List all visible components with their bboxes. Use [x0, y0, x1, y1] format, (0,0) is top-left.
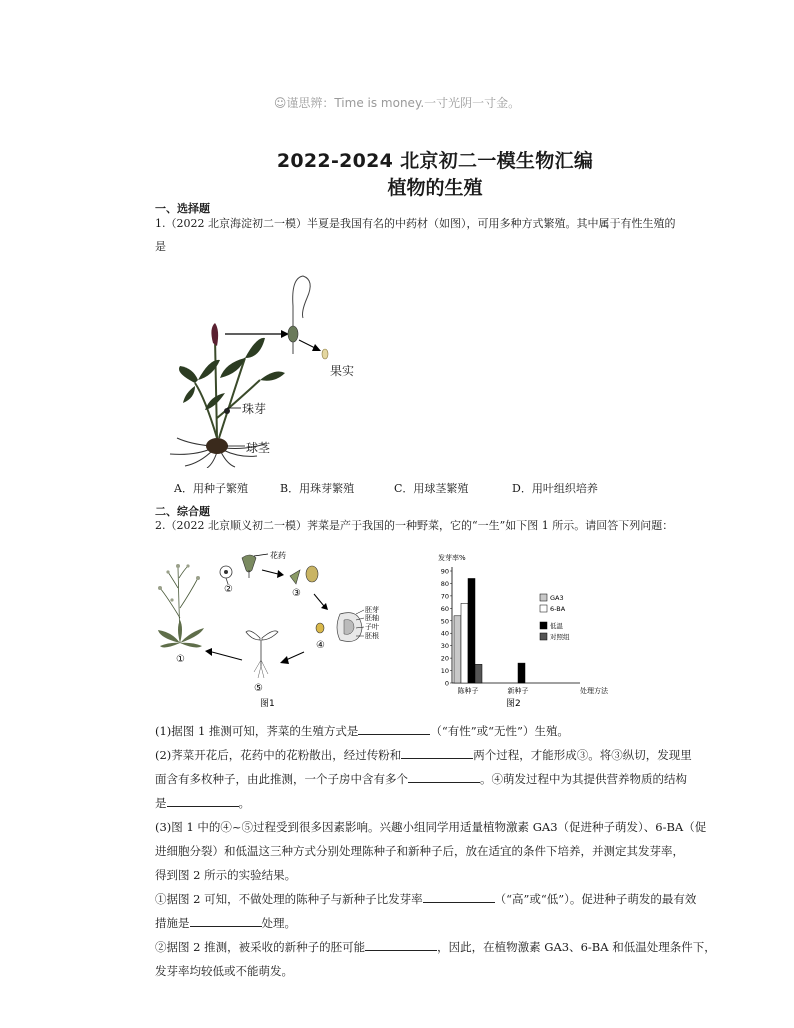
- q2-text-8b: （“高”或“低”）。促进种子萌发的最有效: [494, 892, 697, 906]
- stage-4-num: ④: [316, 640, 325, 651]
- page-title: 2022-2024 北京初二一模生物汇编: [276, 150, 594, 172]
- q2-text-10b: ，因此，在植物激素 GA3、6-BA 和低温处理条件下，: [437, 940, 716, 954]
- mature-plant-shape: [158, 564, 204, 647]
- q2-text-1b: （“有性”或“无性”）生殖。: [430, 724, 569, 738]
- label-corm: 球茎: [246, 441, 271, 455]
- fig1-caption: 图1: [260, 699, 275, 708]
- fig2-bar-chart: [430, 548, 630, 708]
- bar-0-3: [475, 664, 482, 683]
- x-axis-label: 处理方法: [580, 687, 608, 695]
- q2-text-1a: (1)据图 1 推测可知，荠菜的生殖方式是: [155, 724, 359, 738]
- q2-text-9b: 处理。: [261, 916, 296, 930]
- fig1-life-cycle: [150, 548, 390, 708]
- y-tick-label: 70: [440, 592, 449, 601]
- bar-0-1: [461, 603, 468, 683]
- q2-text-4a: 是: [155, 796, 167, 810]
- q1-option-d[interactable]: D．用叶组织培养: [512, 482, 598, 495]
- spathe-shape: [211, 323, 218, 346]
- q2-line-4: [155, 792, 250, 814]
- legend-swatch: [540, 622, 547, 629]
- q2-line-5: (3)图 1 中的④~⑤过程受到很多因素影响。兴趣小组同学用适量植物激素 GA3（促进种子萌发）、6-BA（促: [155, 820, 707, 834]
- q2-line-6: 进细胞分裂）和低温这三种方式分别处理陈种子和新种子后，放在适宜的条件下培养，并测定其发芽率，: [155, 844, 684, 858]
- label-radicle: 胚根: [365, 632, 379, 640]
- label-cotyledon: 子叶: [365, 623, 379, 631]
- flower-detail-shape: [242, 555, 256, 578]
- y-tick-label: 80: [440, 579, 449, 588]
- fruit-stage-shape: [290, 566, 318, 584]
- q2-line-3: [155, 768, 687, 790]
- fig2-caption: 图2: [506, 699, 521, 708]
- label-fruit: 果实: [330, 364, 355, 378]
- y-tick-label: 60: [440, 604, 449, 613]
- stage-3-num: ③: [292, 588, 301, 599]
- header-note: ☺谨思辨：Time is money.一寸光阴一寸金。: [273, 96, 521, 110]
- answer-blank-1[interactable]: [358, 722, 430, 735]
- seed-shape: [316, 623, 324, 633]
- answer-blank-3[interactable]: [408, 770, 480, 783]
- corm-shape: [206, 438, 228, 454]
- q2-line-9: [155, 912, 296, 934]
- q2-text-3b: 。④萌发过程中为其提供营养物质的结构: [480, 772, 687, 786]
- flower-shape: [220, 566, 232, 584]
- embryo-detail-shape: [337, 613, 362, 642]
- stage-2-num: ②: [224, 584, 233, 595]
- legend-swatch: [540, 605, 547, 612]
- q2-line-11: 发芽率均较低或不能萌发。: [155, 964, 293, 978]
- q1-option-c[interactable]: C．用球茎繁殖: [394, 482, 469, 495]
- q1-stem-line1: 1.（2022 北京海淀初二一模）半夏是我国有名的中药材（如图），可用多种方式繁殖。其中属于有性生殖的: [155, 217, 676, 230]
- fruit-shape: [322, 349, 328, 359]
- page-subtitle: 植物的生殖: [387, 177, 483, 199]
- legend-swatch: [540, 594, 547, 601]
- q2-text-9a: 措施是: [155, 916, 190, 930]
- bar-1-2: [518, 663, 525, 683]
- label-plumule: 胚芽: [365, 606, 379, 614]
- label-anther: 花药: [270, 551, 286, 560]
- answer-blank-4[interactable]: [167, 794, 239, 807]
- q2-text-2a: (2)荠菜开花后，花药中的花粉散出，经过传粉和: [155, 748, 402, 762]
- y-tick-label: 40: [440, 629, 449, 638]
- q2-text-3a: 面含有多枚种子，由此推测，一个子房中含有多个: [155, 772, 408, 786]
- label-bulbil: 珠芽: [242, 402, 267, 416]
- y-axis-label: 发芽率%: [438, 554, 466, 562]
- q2-line-2: [155, 744, 692, 766]
- answer-blank-5[interactable]: [423, 890, 495, 903]
- legend-swatch: [540, 633, 547, 640]
- bar-0-2: [468, 578, 475, 683]
- inflorescence-tail: [293, 276, 310, 334]
- stage-5-num: ⑤: [254, 683, 263, 694]
- legend-label: 6-BA: [550, 605, 566, 613]
- y-tick-label: 90: [440, 567, 449, 576]
- section-heading-choice: 一、选择题: [155, 202, 210, 215]
- legend-label: GA3: [550, 594, 564, 602]
- q1-stem-line2: 是: [155, 240, 166, 253]
- q2-line-10: [155, 936, 716, 958]
- inflorescence: [288, 326, 298, 342]
- legend-label: 对照组: [550, 633, 570, 641]
- q2-stem: 2.（2022 北京顺义初二一模）荠菜是产于我国的一种野菜，它的“一生”如下图 1 所示。请回答下列问题：: [155, 519, 674, 532]
- y-tick-label: 10: [440, 667, 449, 676]
- q1-option-a[interactable]: A．用种子繁殖: [174, 482, 248, 495]
- bulbil-dot: [224, 408, 230, 414]
- seedling-shape: [246, 631, 278, 678]
- stage-1-num: ①: [176, 654, 185, 665]
- bar-0-0: [454, 616, 461, 683]
- y-tick-label: 0: [444, 679, 449, 688]
- answer-blank-6[interactable]: [190, 914, 262, 927]
- q2-text-2b: 两个过程，才能形成③。将③纵切，发现里: [473, 748, 692, 762]
- y-tick-label: 20: [440, 654, 449, 663]
- q2-line-1: [155, 720, 569, 742]
- q2-line-7: 得到图 2 所示的实验结果。: [155, 868, 297, 882]
- section-heading-comprehensive: 二、综合题: [155, 505, 210, 518]
- q2-line-8: [155, 888, 696, 910]
- q2-text-10a: ②据图 2 推测，被采收的新种子的胚可能: [155, 940, 366, 954]
- q2-text-4b: 。: [238, 796, 250, 810]
- answer-blank-2[interactable]: [401, 746, 473, 759]
- q2-text-8a: ①据图 2 可知，不做处理的陈种子与新种子比发芽率: [155, 892, 423, 906]
- label-hypocotyl: 胚轴: [365, 614, 379, 622]
- legend-label: 低温: [550, 622, 563, 630]
- x-tick-label: 陈种子: [457, 687, 479, 695]
- y-tick-label: 50: [440, 617, 449, 626]
- q1-option-b[interactable]: B．用珠芽繁殖: [280, 482, 355, 495]
- answer-blank-7[interactable]: [365, 938, 437, 951]
- y-tick-label: 30: [440, 642, 449, 651]
- x-tick-label: 新种子: [507, 687, 529, 695]
